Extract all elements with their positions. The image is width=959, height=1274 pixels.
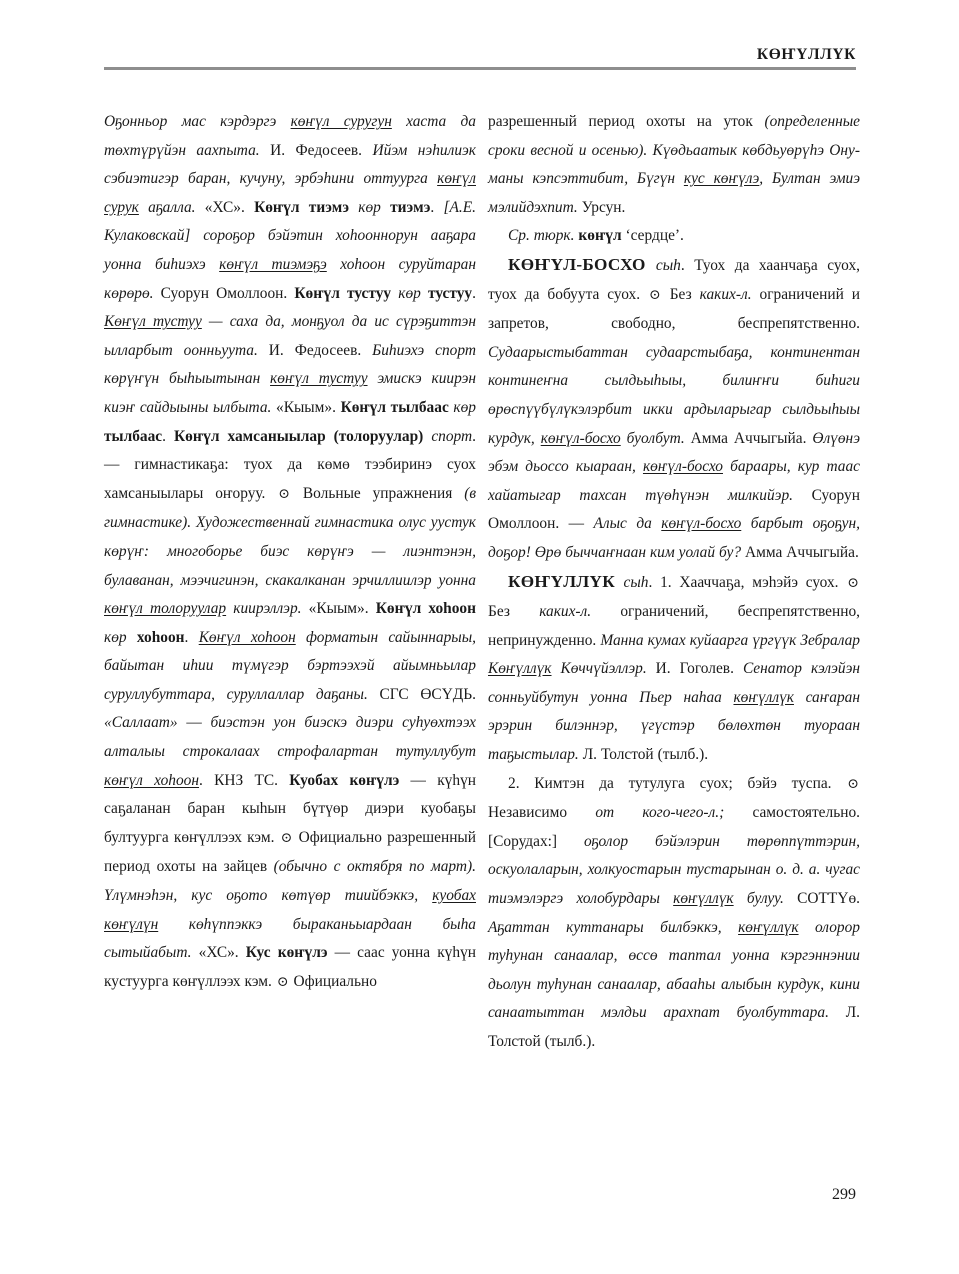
text-roman: . Туох да хаанчаҕа суох, туох да бобуута суох.	[488, 256, 860, 303]
text-bold: Көҥүл хамсаныылар (толоруулар)	[174, 427, 432, 445]
text-italic: (в гимнастике).	[104, 484, 476, 532]
text-italic: киирэллэр.	[226, 600, 309, 618]
text-roman: —	[568, 515, 594, 533]
text-italic: Өлүөнэ эбэм дьоссо кыараан,	[488, 429, 860, 476]
text-italic: , Бултан эмиэ мэлийдэхпит.	[488, 170, 860, 216]
text-roman: 2. Кимтэн да тутулуга суох; бэйэ туспа.	[508, 774, 847, 792]
text-italic: [А.Е. Кулаковскай] сороҕор бэйэтин хоһооннорун ааҕара уонна биһиэхэ	[104, 198, 476, 273]
text-roman: «Кыым».	[276, 398, 341, 416]
cross-reference-term: көҥүл-босхо	[642, 458, 723, 476]
p-continued	[488, 108, 860, 222]
text-bold: Көҥүл хоһоон	[375, 600, 476, 618]
text-italic: спорт	[431, 427, 473, 445]
p-konul-suruk	[104, 108, 476, 997]
text-italic: көр	[358, 198, 391, 216]
text-roman: «ХС».	[204, 198, 255, 216]
p-konul-boskho	[488, 251, 860, 568]
text-italic: (обычно с октября по март). Үлүмнэһэн, кус оҕото көтүөр тиийбэккэ,	[104, 858, 476, 905]
text-roman: КНЗ ТС.	[214, 771, 290, 789]
text-italic: сыһ	[623, 573, 649, 591]
text-italic: бараары, кур таас хайатыгар тахсан түөһүнэн милкийэр.	[488, 458, 860, 504]
text-italic: хоһоон суруйтаран көрөрө.	[104, 255, 476, 302]
running-head: КӨҤҮЛЛҮК	[756, 46, 856, 63]
text-bold: хоһоон	[136, 628, 185, 646]
text-roman: .	[472, 284, 476, 302]
text-italic: көр	[104, 628, 137, 646]
text-roman: Без	[488, 603, 540, 621]
russian-gloss-marker: ⊙	[276, 974, 289, 990]
text-italic: хаста да төхтүрүйэн аахпыта.	[104, 113, 476, 159]
text-roman: самостоятельно.	[752, 804, 860, 822]
cross-reference-term: көҥүл сурук	[104, 170, 476, 216]
cross-reference-term: көҥүл тустуу	[270, 370, 368, 388]
text-roman: И. Федосеев.	[270, 141, 373, 159]
headword: КӨҤҮЛЛҮК	[508, 571, 624, 591]
text-bold: Кус көҥүлэ	[245, 944, 335, 962]
cross-reference-term: көҥүл-босхо	[661, 515, 742, 533]
text-roman: Суорун Омоллоон.	[488, 486, 860, 533]
russian-gloss-marker: ⊙	[847, 575, 859, 591]
text-italic: Сенатор кэлэйэн сонньуйбутун уонна Пьер наһаа	[488, 660, 860, 706]
text-italic: саҥаран эрэрин билэннэр, үгүстэр бөлөхтөн туораан таҕыстылар.	[488, 688, 860, 764]
text-italic: биэстэн уон биэскэ диэри суһуөхтээх алталыы строкалаах строфалартан тутуллубут	[104, 714, 476, 761]
text-italic: олорор туһунан санаалар, өссө таптал уонна кэргэннэнии дьолун туһунан санаалар, абааһы алыбын курдук, кини санаатыттан мэлдьи арахпат буолбуттара.	[488, 918, 860, 1022]
russian-gloss-marker: ⊙	[847, 776, 859, 792]
cross-reference-term: Көҥүл тустуу	[104, 313, 202, 331]
text-roman: . 1. Хааччаҕа, мэһэйэ суох.	[648, 573, 847, 591]
russian-gloss-marker: ⊙	[649, 287, 661, 303]
text-roman: .	[184, 628, 199, 646]
column-right	[488, 108, 860, 1057]
text-bold: тустуу	[427, 284, 473, 302]
text-bold: Көҥүл тустуу	[294, 284, 399, 302]
cross-reference-term: көҥүл-босхо	[540, 429, 621, 447]
text-roman: ‘сердце’.	[625, 227, 684, 245]
text-roman: «Кыым».	[308, 600, 376, 618]
text-italic: эмискэ киирэн киэҥ сайдыыны ылбыта.	[104, 370, 477, 416]
text-bold: Көҥүл тылбаас	[340, 398, 454, 416]
p-konulluk-2	[488, 770, 860, 1057]
text-italic: Ср. тюрк.	[508, 227, 579, 245]
cross-reference-term: көҥүллүк	[733, 688, 794, 706]
russian-gloss-marker: ⊙	[280, 830, 293, 846]
text-roman: И. Федосеев.	[268, 341, 373, 359]
text-italic: от кого-чего-л.;	[595, 804, 753, 822]
text-roman: «ХС».	[198, 944, 246, 962]
cross-reference-term: көҥүл суругун	[290, 113, 392, 130]
page-number: 299	[832, 1186, 856, 1203]
text-roman: .	[162, 427, 174, 445]
text-roman: [Сорудах:]	[488, 832, 584, 850]
text-italic: оҕолор бэйэлэрин төрөппүттэрин, оскуолаларын, холкуостарын тустарынан о. д. а. чугас тиэмэлэргэ холобурдары	[488, 832, 860, 908]
text-roman: ограничений, беспрепятственно, непринужденно.	[488, 603, 860, 649]
running-head-area	[104, 46, 856, 70]
text-bold: тылбаас	[104, 427, 163, 445]
text-roman: Суорун Омоллоон.	[160, 284, 295, 302]
text-roman: СОТТҮө.	[797, 890, 860, 908]
cross-reference-term: кус көҥүлэ	[683, 170, 760, 188]
text-bold: көҥүл	[578, 227, 626, 245]
cross-reference-term: көҥүл толоруулар	[104, 600, 227, 618]
text-roman: И. Гоголев.	[655, 660, 743, 678]
text-italic: Манна кумах куйаарга үргүүк Зебралар	[600, 631, 860, 649]
text-roman: — күһүн саҕаланан баран кыһын бүтүөр диэри куобаҕы бултуурга көҥүллээх кэм.	[104, 771, 476, 846]
text-bold: Көҥүл тиэмэ	[254, 198, 359, 216]
text-italic: көр	[398, 284, 428, 302]
text-roman: .	[199, 771, 215, 789]
text-italic: барбыт оҕоҕун, доҕор! Өрө быччаҥнаан ким уолай бу?	[488, 515, 860, 561]
text-italic: каких-л.	[539, 603, 621, 621]
text-roman: Независимо	[488, 804, 596, 822]
cross-reference-term: көҥүллүк	[738, 918, 799, 936]
p-sr-tyurk	[488, 222, 860, 251]
text-bold: Куобах көҥүлэ	[289, 771, 411, 789]
cross-reference-term: Көҥүллүк	[488, 660, 552, 678]
text-italic: аҕалла.	[138, 198, 205, 216]
header-rule	[104, 67, 856, 70]
text-italic: Ийэм нэһилиэк сэбиэтигэр баран, кучуну, эрбэһини оттуурга	[104, 141, 477, 188]
text-italic: көһүппэккэ быраканьыардаан быһа сытыйабыт.	[104, 915, 476, 962]
cross-reference-term: Көҥүл хоһоон	[198, 628, 296, 646]
p-konulluk-1	[488, 568, 860, 770]
text-italic: буолбут.	[620, 429, 691, 447]
text-italic: булуу.	[733, 890, 798, 908]
text-italic: — саха да, монҕуол да ис сүрэҕиттэн ылларбыт оонньуута.	[104, 313, 476, 359]
text-italic: Судаарыстыбаттан судаарстыбаҕа, континентан континеҥна сылдьыһыы, билиҥҥи биһиги өрөспүүбүлүкэлэрбит икки ардыларыгар сылдьыһыы курдук,	[488, 343, 860, 447]
text-roman: Л. Толстой (тылб.).	[582, 746, 709, 764]
text-roman: Без	[661, 285, 700, 303]
text-roman: .	[430, 198, 444, 216]
text-roman: Вольные упражнения	[291, 484, 465, 502]
text-italic: Көччүйэллэр.	[551, 660, 656, 678]
cross-reference-term: куобах көҥүлүн	[104, 887, 476, 933]
text-roman: Амма Аччыгыйа.	[745, 543, 859, 561]
text-italic: сыһ	[655, 256, 681, 274]
text-italic: Художественнай гимнастика олус уустук көрүҥ: многоборье биэс көрүҥэ — лиэнтэнэн, булаванан, мээчигинэн, скакалканан эрчиллиилэр уонна	[104, 514, 477, 589]
text-italic: Биһиэхэ спорт көрүҥүн быһыытынан	[104, 341, 476, 388]
text-roman: разрешенный период охоты на уток	[488, 113, 765, 130]
text-roman: Официально	[289, 972, 377, 990]
text-italic: (определенные сроки весной и осенью). Күөдьаатык көбдьуөрүһэ Ону-маны кэпсэттибит, Бүгүн	[488, 113, 860, 188]
text-roman: — саас уонна күһүн кустуурга көҥүллээх кэм.	[104, 944, 477, 990]
text-roman: ограничений и запретов, свободно, беспрепятственно.	[488, 285, 860, 333]
headword: КӨҤҮЛ-БОСХО	[508, 254, 656, 274]
text-roman: Урсун.	[581, 198, 626, 216]
text-italic: Аҕаттан куттанары билбэккэ,	[488, 918, 739, 936]
column-left	[104, 108, 476, 997]
text-italic: «Саллаат»	[104, 714, 187, 732]
text-italic: форматын сайыннарыы, байытан иһии түмүгэр бэртээхэй айымньылар суруллубуттара, суруллаллар даҕаны.	[104, 628, 476, 703]
text-roman: —	[186, 714, 211, 732]
text-italic: Оҕонньор мас кэрдэргэ	[104, 113, 291, 130]
text-italic: Алыс да	[593, 515, 662, 533]
text-italic: көр	[453, 398, 476, 416]
text-roman: Л. Толстой (тылб.).	[488, 1004, 860, 1050]
text-roman: . — гимнастикаҕа: туох да көмө тээбиринэ суох хамсаныылары оҥоруу.	[104, 427, 477, 502]
cross-reference-term: көҥүл тиэмэҕэ	[219, 255, 327, 273]
text-roman: Официально разрешенный период охоты на зайцев	[104, 828, 477, 876]
russian-gloss-marker: ⊙	[278, 486, 291, 502]
text-columns	[104, 108, 860, 1178]
text-roman: СГС ӨСҮДЬ.	[379, 685, 476, 703]
cross-reference-term: көҥүл хоһоон	[104, 771, 200, 789]
text-bold: тиэмэ	[390, 198, 431, 216]
text-roman: Амма Аччыгыйа.	[690, 429, 813, 447]
cross-reference-term: көҥүллүк	[673, 890, 734, 908]
text-italic: каких-л.	[699, 285, 760, 303]
